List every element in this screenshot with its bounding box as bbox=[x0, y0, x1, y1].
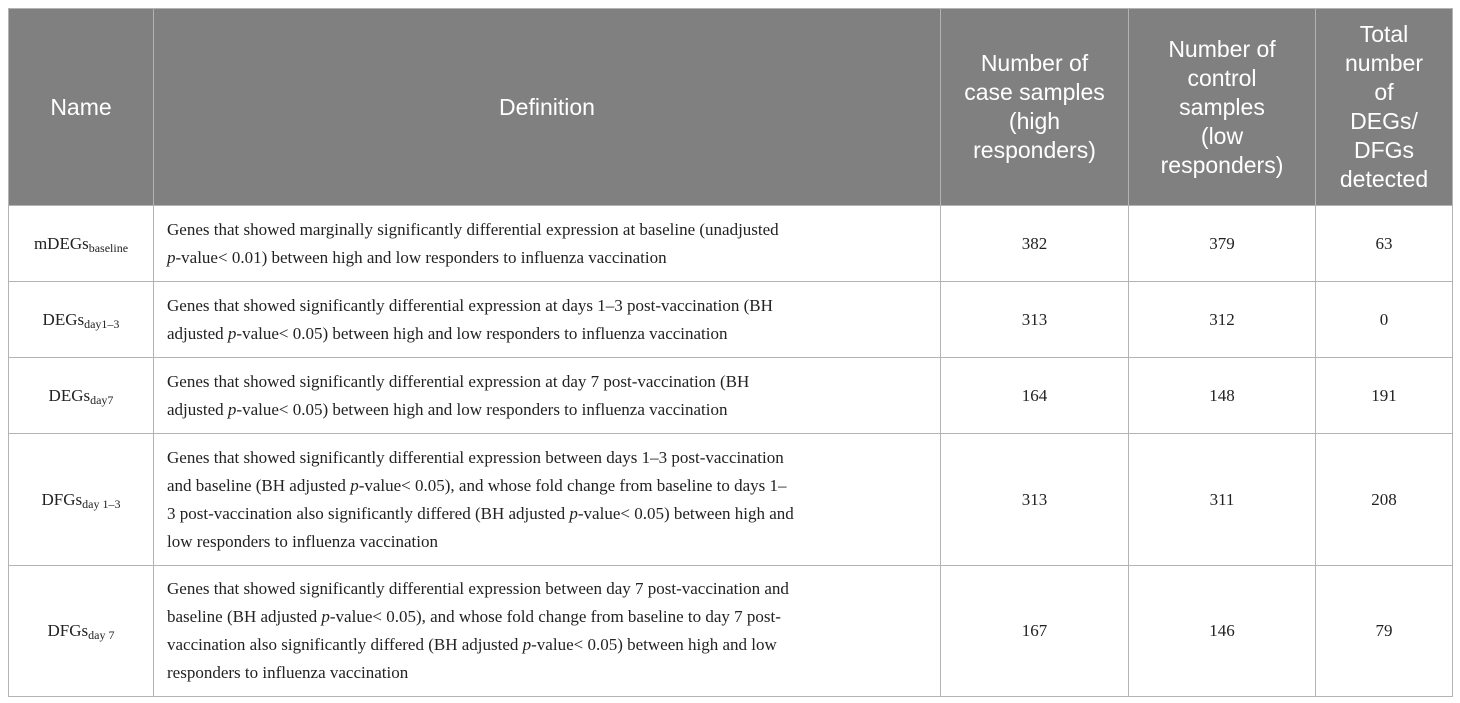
header-control-samples bbox=[1129, 9, 1316, 206]
header-total-line: of bbox=[1374, 79, 1394, 105]
row-name bbox=[9, 358, 154, 434]
header-row bbox=[9, 9, 1453, 206]
definition-italic: p bbox=[167, 247, 176, 267]
header-control-line: (low bbox=[1200, 122, 1244, 149]
row-control-count: 312 bbox=[1129, 282, 1316, 358]
row-name-main: DEGs bbox=[42, 309, 85, 329]
definition-text: -value< 0.05), and whose fold change from baseline to day 7 post- bbox=[329, 607, 781, 626]
definition-line bbox=[167, 320, 930, 348]
definition-line bbox=[167, 500, 930, 528]
row-case-count: 167 bbox=[941, 566, 1129, 697]
definition-line bbox=[167, 292, 930, 320]
header-control-line: responders) bbox=[1160, 151, 1284, 178]
definition-italic: p bbox=[227, 323, 237, 343]
row-control-count: 148 bbox=[1129, 358, 1316, 434]
definition-text: adjusted bbox=[167, 323, 228, 343]
definition-text: Genes that showed significantly differential expression at day 7 post-vaccination (BH bbox=[167, 371, 750, 391]
row-name-sub: day 1–3 bbox=[82, 496, 121, 511]
header-case-line: Number of bbox=[980, 50, 1089, 76]
definition-line bbox=[167, 396, 930, 424]
definition-text: low responders to influenza vaccination bbox=[167, 531, 438, 551]
header-case-line: responders) bbox=[973, 137, 1096, 163]
header-definition: Definition bbox=[154, 9, 941, 206]
row-definition bbox=[154, 434, 941, 566]
definition-text: Genes that showed significantly differential expression between days 1–3 post-vaccination bbox=[167, 447, 784, 467]
row-name bbox=[9, 566, 154, 697]
row-name-sub: baseline bbox=[88, 240, 129, 255]
row-total-count: 191 bbox=[1316, 358, 1453, 434]
header-total-line: DEGs/ bbox=[1350, 108, 1418, 134]
definition-line bbox=[167, 216, 930, 244]
definition-text: -value< 0.05) between high and low responders to influenza vaccination bbox=[236, 399, 728, 419]
header-total-detected bbox=[1316, 9, 1453, 206]
definition-text: baseline (BH adjusted bbox=[167, 607, 322, 626]
row-total-count: 0 bbox=[1316, 282, 1453, 358]
definition-line bbox=[167, 528, 930, 556]
definition-text: -value< 0.01) between high and low responders to influenza vaccination bbox=[175, 247, 667, 267]
definition-text: 3 post-vaccination also significantly differed (BH adjusted bbox=[167, 503, 570, 523]
definition-text: responders to influenza vaccination bbox=[167, 663, 409, 682]
definition-italic: p bbox=[350, 475, 359, 495]
definition-text: and baseline (BH adjusted bbox=[167, 475, 351, 495]
row-control-count: 379 bbox=[1129, 206, 1316, 282]
row-name-sub: day 7 bbox=[88, 628, 115, 642]
row-case-count: 313 bbox=[941, 434, 1129, 566]
definition-text: adjusted bbox=[167, 399, 228, 419]
header-case-line: case samples bbox=[964, 79, 1105, 105]
row-case-count: 382 bbox=[941, 206, 1129, 282]
header-control-line: samples bbox=[1179, 93, 1265, 120]
row-name-sub: day1–3 bbox=[84, 316, 120, 331]
header-total-line: detected bbox=[1339, 166, 1429, 192]
definition-italic: p bbox=[522, 635, 532, 654]
row-definition bbox=[154, 358, 941, 434]
table-row bbox=[9, 566, 1453, 697]
row-definition bbox=[154, 282, 941, 358]
definition-text: -value< 0.05), and whose fold change from baseline to days 1– bbox=[358, 475, 787, 495]
definition-text: -value< 0.05) between high and low responders to influenza vaccination bbox=[236, 323, 728, 343]
definition-text: Genes that showed significantly differential expression between day 7 post-vaccination and bbox=[167, 579, 789, 598]
header-total-line: Total bbox=[1359, 21, 1409, 47]
row-definition bbox=[154, 566, 941, 697]
definition-line bbox=[167, 472, 930, 500]
row-total-count: 63 bbox=[1316, 206, 1453, 282]
row-name-main: DFGs bbox=[47, 621, 89, 640]
table-row bbox=[9, 358, 1453, 434]
row-name bbox=[9, 206, 154, 282]
definition-text: vaccination also significantly differed (BH adjusted bbox=[167, 635, 523, 654]
row-name bbox=[9, 282, 154, 358]
row-definition bbox=[154, 206, 941, 282]
definition-text: Genes that showed marginally significantly differential expression at baseline (unadjusted bbox=[167, 219, 779, 239]
definition-line bbox=[167, 631, 930, 659]
table-row bbox=[9, 282, 1453, 358]
row-control-count: 311 bbox=[1129, 434, 1316, 566]
definition-line bbox=[167, 244, 930, 272]
header-case-line: (high bbox=[1008, 108, 1061, 134]
row-control-count: 146 bbox=[1129, 566, 1316, 697]
definition-line bbox=[167, 368, 930, 396]
definition-italic: p bbox=[321, 607, 330, 626]
definition-line bbox=[167, 659, 930, 687]
definition-italic: p bbox=[227, 399, 237, 419]
table-row bbox=[9, 434, 1453, 566]
row-case-count: 313 bbox=[941, 282, 1129, 358]
definition-italic: p bbox=[569, 503, 578, 523]
header-control-line: Number of bbox=[1168, 35, 1276, 62]
header-total-line: DFGs bbox=[1353, 137, 1415, 163]
row-name-main: DFGs bbox=[41, 489, 83, 509]
header-control-line: control bbox=[1187, 64, 1257, 91]
row-name bbox=[9, 434, 154, 566]
table-body bbox=[9, 206, 1453, 697]
row-total-count: 79 bbox=[1316, 566, 1453, 697]
row-name-main: mDEGs bbox=[33, 233, 89, 253]
definition-line bbox=[167, 444, 930, 472]
table-row bbox=[9, 206, 1453, 282]
row-case-count: 164 bbox=[941, 358, 1129, 434]
definition-text: Genes that showed significantly differential expression at days 1–3 post-vaccination (BH bbox=[167, 295, 773, 315]
deg-dfg-table bbox=[8, 8, 1453, 697]
table-header bbox=[9, 9, 1453, 206]
definition-line bbox=[167, 603, 930, 631]
definition-text: -value< 0.05) between high and low bbox=[531, 635, 777, 654]
header-case-samples bbox=[941, 9, 1129, 206]
definition-text: -value< 0.05) between high and bbox=[577, 503, 794, 523]
header-name: Name bbox=[9, 9, 154, 206]
definition-line bbox=[167, 575, 930, 603]
row-total-count: 208 bbox=[1316, 434, 1453, 566]
row-name-sub: day7 bbox=[90, 392, 114, 407]
results-table-container bbox=[8, 8, 1452, 697]
header-total-line: number bbox=[1345, 50, 1423, 76]
row-name-main: DEGs bbox=[48, 385, 91, 405]
